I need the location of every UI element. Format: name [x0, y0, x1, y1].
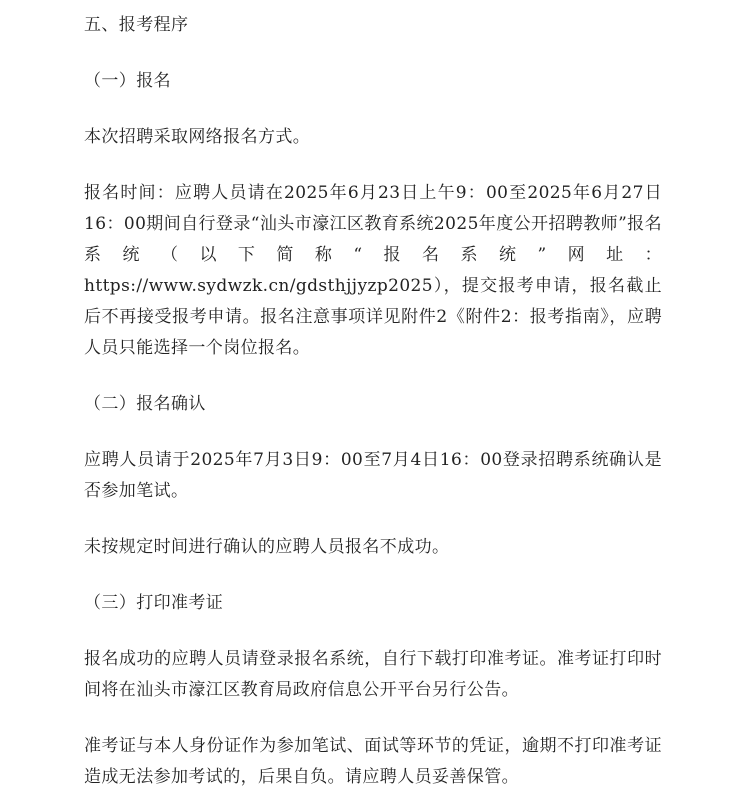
section-heading: 五、报考程序: [84, 15, 189, 35]
subsection-heading-registration: （一）报名: [84, 71, 171, 91]
admission-ticket-print-paragraph: 报名成功的应聘人员请登录报名系统，自行下载打印准考证。准考证打印时间将在汕头市濠江区教育局政府信息公开平台另行公告。: [84, 649, 662, 700]
confirmation-failure-paragraph: 未按规定时间进行确认的应聘人员报名不成功。: [84, 537, 450, 557]
registration-method-paragraph: 本次招聘采取网络报名方式。: [84, 127, 311, 147]
admission-ticket-notice-paragraph: 准考证与本人身份证作为参加笔试、面试等环节的凭证，逾期不打印准考证造成无法参加考试的，后果自负。请应聘人员妥善保管。: [84, 736, 662, 787]
confirmation-paragraph: 应聘人员请于2025年7月3日9：00至7月4日16：00登录招聘系统确认是否参加笔试。: [84, 450, 662, 501]
registration-time-paragraph: 报名时间：应聘人员请在2025年6月23日上午9：00至2025年6月27日16：00期间自行登录“汕头市濠江区教育系统2025年度公开招聘教师”报名系统（以下简称“报名系统”网址：https://www.sydwzk.cn/gdsthjjyzp2025），提交报考申请，报名截止后不再接受报考申请。报名注意事项详见附件2《附件2：报考指南》，应聘人员只能选择一个岗位报名。: [84, 183, 662, 358]
document-body: [84, 10, 662, 793]
subsection-heading-admission-ticket: （三）打印准考证: [84, 593, 224, 613]
subsection-heading-confirmation: （二）报名确认: [84, 394, 206, 414]
